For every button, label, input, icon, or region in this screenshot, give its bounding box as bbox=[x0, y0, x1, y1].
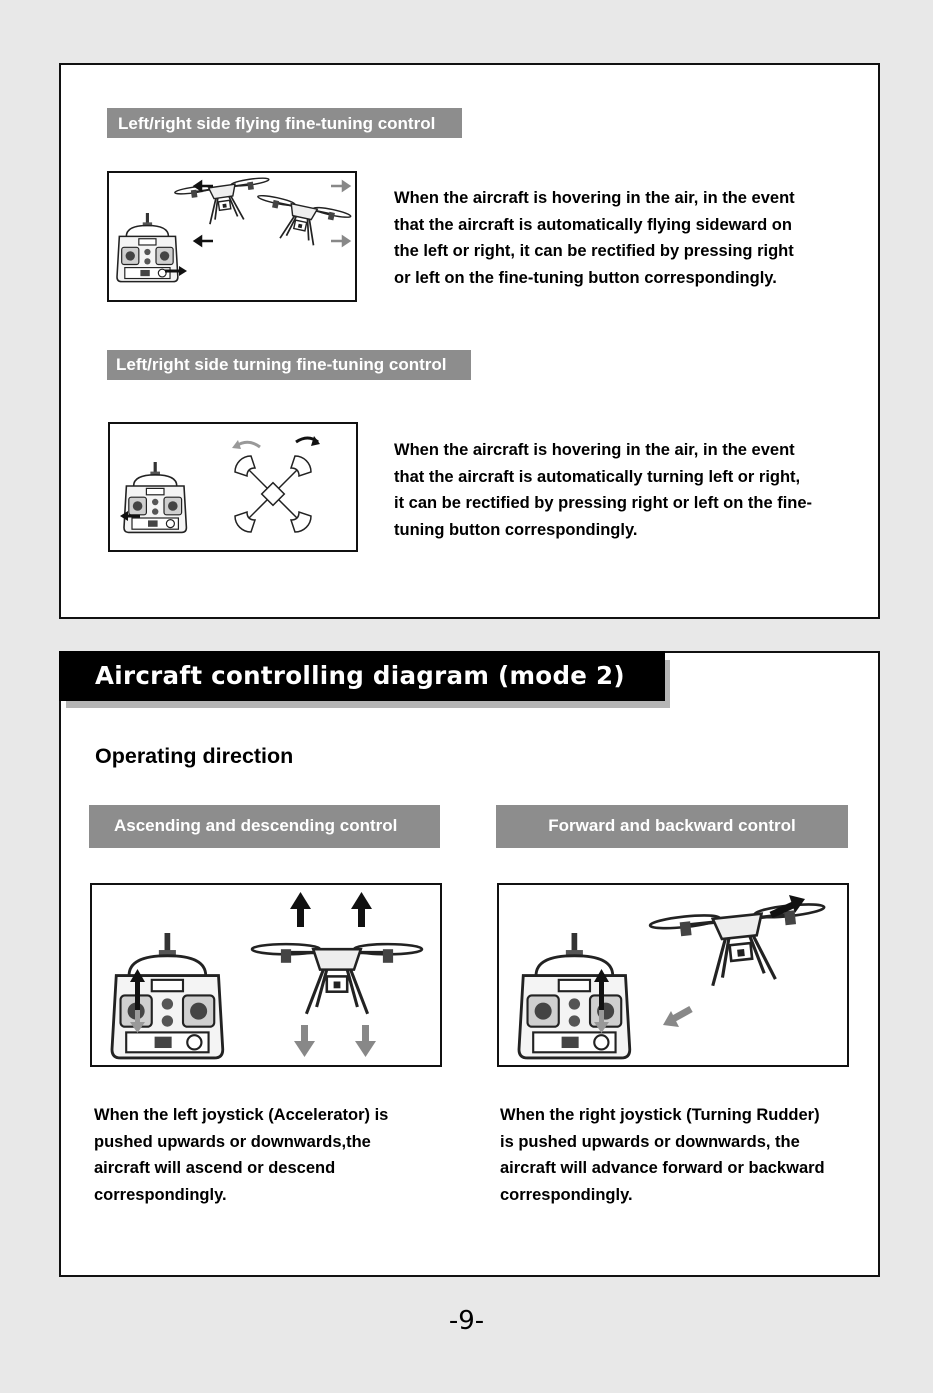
ascending-descending-label: Ascending and descending control bbox=[89, 805, 440, 848]
transmitter-icon bbox=[124, 462, 186, 532]
drone-icon bbox=[174, 177, 273, 229]
flying-fine-tuning-figure bbox=[107, 171, 357, 302]
section-banner bbox=[59, 651, 665, 701]
turning-fine-tuning-label: Left/right side turning fine-tuning control bbox=[107, 350, 471, 380]
ascending-descending-text: When the left joystick (Accelerator) is pushed upwards or downwards,the aircraft will ascend or descend correspondingly. bbox=[94, 1106, 389, 1205]
flying-fine-tuning-label: Left/right side flying fine-tuning control bbox=[107, 108, 462, 138]
forward-backward-text: When the right joystick (Turning Rudder) is pushed upwards or downwards, the aircraft will advance forward or backward correspondingly. bbox=[500, 1106, 825, 1205]
forward-backward-figure bbox=[497, 883, 849, 1067]
drone-icon bbox=[252, 944, 422, 1014]
flying-fine-tuning-text: When the aircraft is hovering in the air, in the event that the aircraft is automatically flying sideward on the left or right, it can be rectified by pressing right or left on the fine-tuning button correspondingly. bbox=[394, 189, 795, 288]
forward-backward-label: Forward and backward control bbox=[496, 805, 848, 848]
transmitter-icon bbox=[112, 933, 223, 1058]
rotate-arrow-icon bbox=[232, 436, 320, 449]
turning-fine-tuning-figure bbox=[108, 422, 358, 552]
page-number: -9- bbox=[448, 1306, 485, 1336]
arrow-icon bbox=[290, 892, 376, 1057]
transmitter-icon bbox=[519, 933, 630, 1058]
turning-fine-tuning-text: When the aircraft is hovering in the air, in the event that the aircraft is automatically turning left or right, it can be rectified by pressing right or left on the fine- tuning button correspondingly. bbox=[394, 441, 813, 540]
banner-title: Aircraft controlling diagram (mode 2) bbox=[95, 661, 625, 690]
drone-icon bbox=[650, 902, 832, 992]
drone-icon bbox=[250, 194, 351, 252]
ascending-descending-figure bbox=[90, 883, 442, 1067]
drone-icon bbox=[235, 456, 311, 532]
operating-direction-heading: Operating direction bbox=[95, 744, 294, 768]
